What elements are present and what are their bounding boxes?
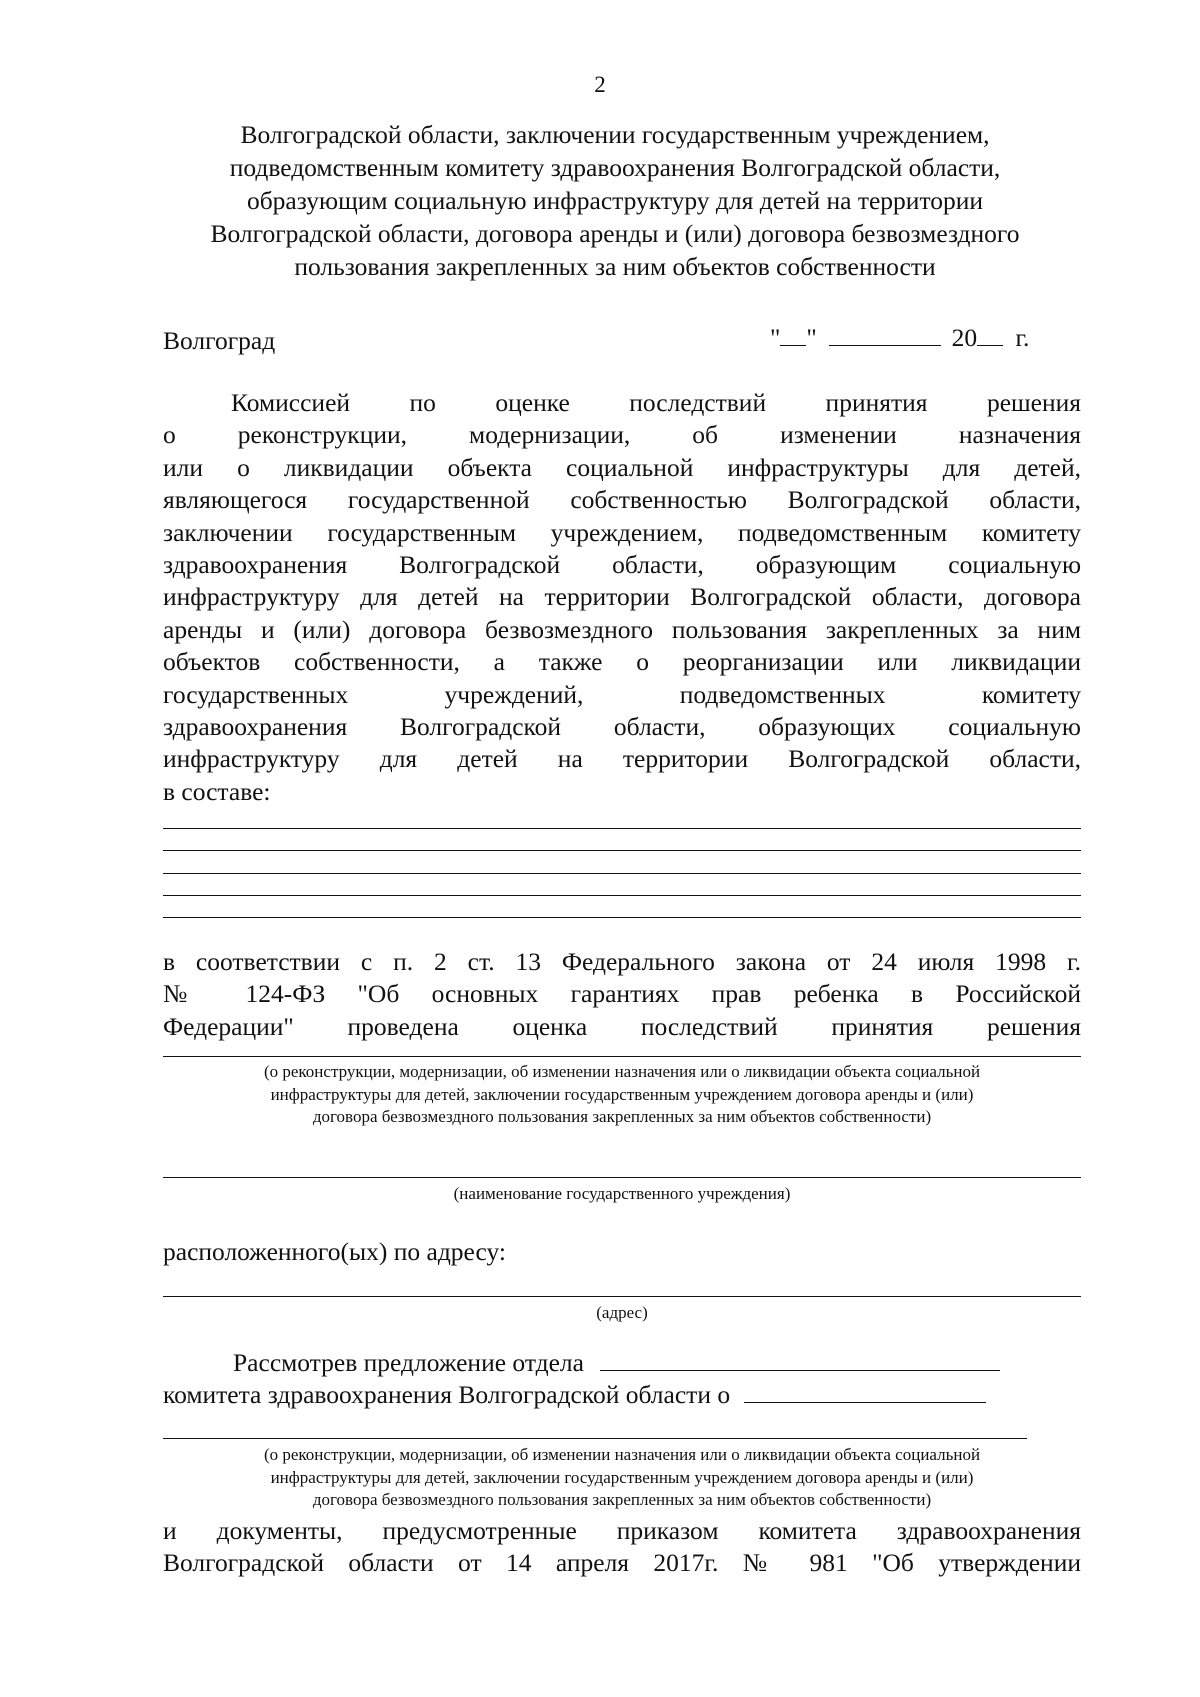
proposal-text: комитета здравоохранения Волгоградской области о: [163, 1380, 731, 1409]
member-blank-line: [163, 873, 1081, 874]
paragraph-line: Волгоградской области от 14 апреля 2017г. № 981 "Об утверждении: [163, 1548, 1081, 1578]
member-blank-line: [163, 850, 1081, 851]
proposal-text: Рассмотрев предложение отдела: [233, 1348, 584, 1377]
department-blank: [600, 1350, 1000, 1371]
proposal-line-2: [163, 1380, 986, 1410]
paragraph-line: заключении государственным учреждением, подведомственным комитету: [163, 517, 1081, 547]
address-blank-line: [163, 1296, 1081, 1297]
caption-line: (о реконструкции, модернизации, об изменении назначения или о ликвидации объекта социальной: [263, 1062, 981, 1081]
caption-line: инфраструктуры для детей, заключении государственным учреждением договора аренды и (или): [270, 1084, 974, 1104]
institution-caption: (наименование государственного учреждения): [453, 1184, 791, 1203]
day-blank: [780, 323, 806, 346]
paragraph-line: инфраструктуру для детей на территории Волгоградской области, договора: [163, 582, 1081, 612]
paragraph-line: Комиссией по оценке последствий принятия решения: [231, 388, 1081, 417]
member-blank-line: [163, 917, 1081, 918]
title-line: Волгоградской области, договора аренды и (или) договора безвозмездного: [210, 219, 1020, 248]
address-caption: (адрес): [596, 1303, 648, 1322]
paragraph-line: объектов собственности, а также о реорганизации или ликвидации: [163, 647, 1081, 677]
accordance-paragraph: [163, 946, 1081, 1043]
paragraph-line: здравоохранения Волгоградской области, образующим социальную: [163, 549, 1081, 579]
document-title: [150, 118, 1080, 283]
title-line: Волгоградской области, заключении государственным учреждением,: [240, 120, 990, 149]
date-quote-open: ": [770, 323, 781, 352]
member-blank-line: [163, 895, 1081, 896]
year-blank: [977, 323, 1003, 346]
paragraph-line: или о ликвидации объекта социальной инфраструктуры для детей,: [163, 452, 1081, 482]
title-line: подведомственным комитету здравоохранения Волгоградской области,: [229, 153, 1001, 182]
paragraph-line: инфраструктуру для детей на территории Волгоградской области,: [163, 744, 1081, 774]
paragraph-line: здравоохранения Волгоградской области, образующих социальную: [163, 711, 1081, 741]
title-line: образующим социальную инфраструктуру для детей на территории: [246, 186, 984, 215]
decision-caption: [150, 1061, 1094, 1129]
year-prefix: 20: [951, 323, 978, 352]
location: Волгоград: [163, 326, 276, 355]
date-field: [770, 323, 1029, 353]
year-suffix: г.: [1015, 323, 1030, 352]
paragraph-line: в составе:: [163, 776, 271, 806]
paragraph-line: государственных учреждений, подведомственных комитету: [163, 679, 1081, 709]
documents-paragraph: [163, 1515, 1081, 1580]
caption-line: (о реконструкции, модернизации, об изменении назначения или о ликвидации объекта социальной: [263, 1445, 981, 1464]
caption-line: инфраструктуры для детей, заключении государственным учреждением договора аренды и (или): [270, 1467, 974, 1487]
caption-line: договора безвозмездного пользования закрепленных за ним объектов собственности): [312, 1490, 932, 1509]
month-blank: [829, 323, 941, 346]
decision2-blank-line: [163, 1438, 1027, 1439]
commission-paragraph: [163, 387, 1081, 808]
proposal-line: [233, 1348, 1000, 1378]
paragraph-line: аренды и (или) договора безвозмездного пользования закрепленных за ним: [163, 614, 1081, 644]
title-line: пользования закрепленных за ним объектов собственности: [294, 252, 936, 281]
decision-blank-line: [163, 1056, 1081, 1057]
paragraph-line: Федерации" проведена оценка последствий принятия решения: [163, 1011, 1081, 1041]
member-blank-line: [163, 828, 1081, 829]
institution-blank-line: [163, 1177, 1081, 1178]
paragraph-line: о реконструкции, модернизации, об изменении назначения: [163, 420, 1081, 450]
caption-line: договора безвозмездного пользования закрепленных за ним объектов собственности): [312, 1107, 932, 1126]
paragraph-line: и документы, предусмотренные приказом комитета здравоохранения: [163, 1516, 1081, 1545]
paragraph-line: являющегося государственной собственностью Волгоградской области,: [163, 485, 1081, 515]
decision2-caption: [150, 1444, 1094, 1512]
paragraph-line: № 124-ФЗ "Об основных гарантиях прав ребенка в Российской: [163, 979, 1081, 1009]
page-number: 2: [594, 72, 606, 97]
paragraph-line: в соответствии с п. 2 ст. 13 Федерального закона от 24 июля 1998 г.: [163, 947, 1081, 976]
located-label: расположенного(ых) по адресу:: [163, 1237, 506, 1266]
date-quote-close: ": [806, 323, 817, 352]
subject-blank: [744, 1382, 986, 1403]
